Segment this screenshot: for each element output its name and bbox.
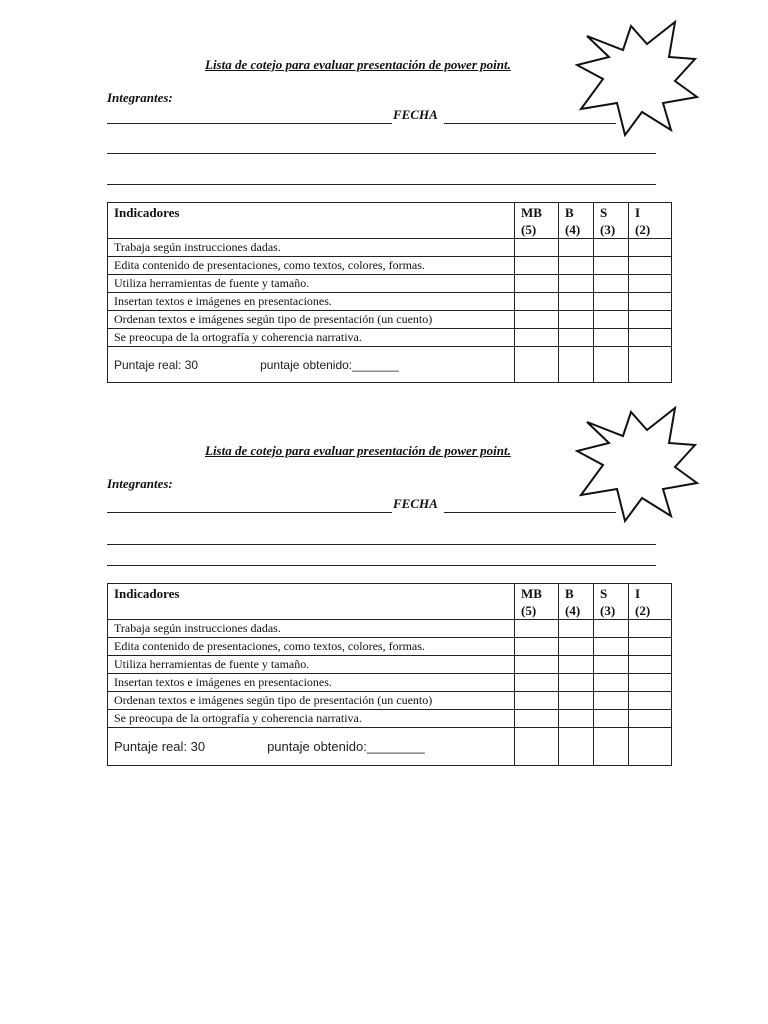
- indicator-cell: Edita contenido de presentaciones, como textos, colores, formas.: [108, 257, 515, 275]
- star-shape-icon: [575, 19, 701, 137]
- score-cell[interactable]: [515, 620, 559, 638]
- score-cell[interactable]: [559, 329, 594, 347]
- score-cell[interactable]: [629, 347, 672, 383]
- level-header-s: S (3): [594, 584, 629, 620]
- table-row: [108, 293, 672, 311]
- table-row: [108, 275, 672, 293]
- score-cell[interactable]: [594, 257, 629, 275]
- level-header-i: I (2): [629, 584, 672, 620]
- score-cell[interactable]: [629, 329, 672, 347]
- integrantes-label: Integrantes:: [107, 90, 173, 105]
- score-cell[interactable]: [594, 674, 629, 692]
- score-cell[interactable]: [629, 692, 672, 710]
- level-header-s: S (3): [594, 203, 629, 239]
- table-row: [108, 239, 672, 257]
- table-row: [108, 620, 672, 638]
- score-cell[interactable]: [515, 347, 559, 383]
- total-row: [108, 347, 672, 383]
- score-cell[interactable]: [559, 275, 594, 293]
- integrantes-line[interactable]: [107, 123, 392, 124]
- score-cell[interactable]: [515, 638, 559, 656]
- score-cell[interactable]: [629, 728, 672, 766]
- score-cell[interactable]: [629, 620, 672, 638]
- integrantes-line[interactable]: [107, 512, 392, 513]
- score-cell[interactable]: [515, 311, 559, 329]
- score-cell[interactable]: [559, 656, 594, 674]
- indicators-header: Indicadores: [108, 584, 515, 620]
- fecha-label: FECHA: [393, 496, 438, 511]
- indicator-cell: Se preocupa de la ortografía y coherencia narrativa.: [108, 710, 515, 728]
- score-cell[interactable]: [629, 656, 672, 674]
- indicators-header: Indicadores: [108, 203, 515, 239]
- score-cell[interactable]: [515, 257, 559, 275]
- checklist-form-2: [0, 443, 768, 833]
- indicator-cell: Ordenan textos e imágenes según tipo de presentación (un cuento): [108, 311, 515, 329]
- indicator-cell: Utiliza herramientas de fuente y tamaño.: [108, 275, 515, 293]
- fecha-label: FECHA: [393, 107, 438, 122]
- table-header-row: [108, 203, 672, 239]
- level-header-b: B (4): [559, 203, 594, 239]
- table-row: [108, 674, 672, 692]
- score-cell[interactable]: [559, 728, 594, 766]
- indicator-cell: Edita contenido de presentaciones, como textos, colores, formas.: [108, 638, 515, 656]
- score-cell[interactable]: [515, 710, 559, 728]
- fecha-line[interactable]: [444, 512, 616, 513]
- score-cell[interactable]: [594, 239, 629, 257]
- indicator-cell: Utiliza herramientas de fuente y tamaño.: [108, 656, 515, 674]
- score-cell[interactable]: [629, 638, 672, 656]
- indicator-cell: Insertan textos e imágenes en presentaciones.: [108, 293, 515, 311]
- score-cell[interactable]: [629, 275, 672, 293]
- score-cell[interactable]: [559, 692, 594, 710]
- table-row: [108, 257, 672, 275]
- score-cell[interactable]: [629, 293, 672, 311]
- table-row: [108, 656, 672, 674]
- form-title: Lista de cotejo para evaluar presentación de power point.: [205, 443, 511, 458]
- indicator-cell: Se preocupa de la ortografía y coherencia narrativa.: [108, 329, 515, 347]
- score-cell[interactable]: [559, 347, 594, 383]
- integrantes-line-3[interactable]: [107, 184, 656, 185]
- integrantes-line-2[interactable]: [107, 153, 656, 154]
- score-cell[interactable]: [515, 239, 559, 257]
- score-cell[interactable]: [515, 674, 559, 692]
- score-cell[interactable]: [515, 656, 559, 674]
- score-cell[interactable]: [594, 347, 629, 383]
- indicator-cell: Ordenan textos e imágenes según tipo de presentación (un cuento): [108, 692, 515, 710]
- evaluation-table: [107, 583, 672, 766]
- evaluation-table: [107, 202, 672, 383]
- score-cell[interactable]: [559, 311, 594, 329]
- level-header-i: I (2): [629, 203, 672, 239]
- score-cell[interactable]: [629, 674, 672, 692]
- puntaje-obtenido[interactable]: puntaje obtenido:_______: [260, 357, 399, 372]
- score-cell[interactable]: [594, 311, 629, 329]
- score-cell[interactable]: [515, 692, 559, 710]
- score-cell[interactable]: [559, 674, 594, 692]
- puntaje-real: Puntaje real: 30: [114, 357, 199, 372]
- checklist-form-1: [0, 57, 768, 447]
- integrantes-line-3[interactable]: [107, 565, 656, 566]
- level-header-b: B (4): [559, 584, 594, 620]
- table-header-row: [108, 584, 672, 620]
- score-cell[interactable]: [629, 239, 672, 257]
- form-title: Lista de cotejo para evaluar presentación de power point.: [205, 57, 511, 72]
- integrantes-line-2[interactable]: [107, 544, 656, 545]
- table-row: [108, 710, 672, 728]
- score-cell[interactable]: [559, 239, 594, 257]
- star-shape-icon: [575, 405, 701, 523]
- level-header-mb: MB (5): [515, 203, 559, 239]
- score-cell[interactable]: [559, 620, 594, 638]
- fecha-line[interactable]: [444, 123, 616, 124]
- score-cell[interactable]: [559, 293, 594, 311]
- indicator-cell: Insertan textos e imágenes en presentaciones.: [108, 674, 515, 692]
- score-cell[interactable]: [594, 692, 629, 710]
- score-cell[interactable]: [594, 728, 629, 766]
- score-cell[interactable]: [594, 329, 629, 347]
- score-summary-cell: [108, 728, 515, 766]
- score-cell[interactable]: [559, 257, 594, 275]
- integrantes-label: Integrantes:: [107, 476, 173, 491]
- score-cell[interactable]: [629, 257, 672, 275]
- score-cell[interactable]: [515, 293, 559, 311]
- score-cell[interactable]: [594, 293, 629, 311]
- level-header-mb: MB (5): [515, 584, 559, 620]
- indicator-cell: Trabaja según instrucciones dadas.: [108, 239, 515, 257]
- score-cell[interactable]: [515, 275, 559, 293]
- score-cell[interactable]: [629, 710, 672, 728]
- score-cell[interactable]: [594, 275, 629, 293]
- score-cell[interactable]: [594, 710, 629, 728]
- puntaje-real: Puntaje real: 30: [114, 739, 206, 754]
- score-cell[interactable]: [594, 638, 629, 656]
- score-cell[interactable]: [515, 728, 559, 766]
- puntaje-obtenido[interactable]: puntaje obtenido:________: [267, 739, 425, 754]
- score-cell[interactable]: [515, 329, 559, 347]
- table-row: [108, 311, 672, 329]
- table-row: [108, 638, 672, 656]
- score-cell[interactable]: [594, 620, 629, 638]
- score-cell[interactable]: [559, 710, 594, 728]
- score-cell[interactable]: [594, 656, 629, 674]
- total-row: [108, 728, 672, 766]
- table-row: [108, 692, 672, 710]
- score-cell[interactable]: [629, 311, 672, 329]
- score-summary-cell: [108, 347, 515, 383]
- table-row: [108, 329, 672, 347]
- indicator-cell: Trabaja según instrucciones dadas.: [108, 620, 515, 638]
- score-cell[interactable]: [559, 638, 594, 656]
